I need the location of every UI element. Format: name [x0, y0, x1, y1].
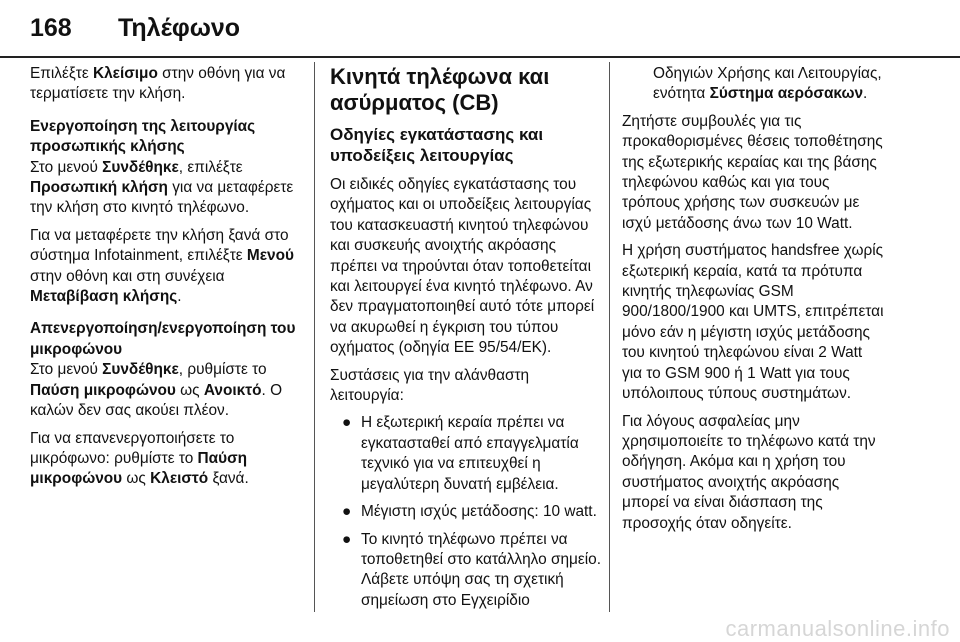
installation-paragraph: Οι ειδικές οδηγίες εγκατάστασης του οχήματος και οι υποδείξεις λειτουργίας του κατασκευαστή κινητού τηλεφώνου και συσκευής ανοιχτής ακρόασης πρέπει να τηρούνται όταν τοποθετείται και λειτουργεί ένα κινητό τηλέφωνο. Αν δεν πραγματοποιηθεί αυτό τότε μπορεί να ακυρωθεί η έγκριση του τύπου οχήματος (οδηγία ΕΕ 95/54/EK). — [330, 176, 595, 357]
private-call-paragraph: Στο μενού Συνδέθηκε, επιλέξτε Προσωπική κλήση για να μεταφέρετε την κλήση στο κινητό τηλέφωνο. — [30, 158, 294, 217]
safety-paragraph: Για λόγους ασφαλείας μην χρησιμοποιείτε το τηλέφωνο κατά την οδήγηση. Ακόμα και η χρήση του συστήματος ανοιχτής ακρόασης μπορεί να είναι διάσπαση της προσοχής όταν οδηγείτε. — [622, 412, 876, 532]
page-header — [0, 0, 960, 58]
list-item: ● Το κινητό τηλέφωνο πρέπει να τοποθετηθεί στο κατάλληλο σημείο. Λάβετε υπόψη σας τη σχετική σημείωση στο Εγχειρίδιο — [342, 530, 601, 609]
column-left — [30, 64, 302, 497]
column-divider — [609, 62, 610, 612]
unmute-microphone-paragraph: Για να επανενεργοποιήσετε το μικρόφωνο: ρυθμίστε το Παύση μικροφώνου ως Κλειστό ξανά. — [30, 429, 249, 488]
section-subtitle: Οδηγίες εγκατάστασης και υποδείξεις λειτουργίας — [330, 125, 544, 165]
microphone-heading: Απενεργοποίηση/ενεργοποίηση του μικροφώνου — [30, 320, 296, 358]
header-rule — [0, 56, 960, 58]
handsfree-paragraph: Η χρήση συστήματος handsfree χωρίς εξωτερική κεραία, κατά τα πρότυπα κινητής τηλεφωνίας GSM 900/1800/1900 και UMTS, επιτρέπεται μόνο εάν η μέγιστη ισχύς μετάδοσης του κινητού τηλεφώνου είναι 2 Watt για το GSM 900 ή 1 Watt για τους υπόλοιπους τύπους συστημάτων. — [622, 242, 884, 403]
recommendations-list — [330, 413, 602, 611]
bullet-icon: ● — [342, 530, 352, 548]
recommendations-paragraph: Συστάσεις για την αλάνθαστη λειτουργία: — [330, 366, 530, 405]
list-item-continuation: Οδηγιών Χρήσης και Λειτουργίας, ενότητα Σύστημα αερόσακων. — [653, 65, 882, 103]
page-footer — [0, 612, 960, 642]
mute-microphone-paragraph: Στο μενού Συνδέθηκε, ρυθμίστε το Παύση μικροφώνου ως Ανοικτό. Ο καλών δεν σας ακούει πλέον. — [30, 361, 283, 420]
page-number: 168 — [30, 14, 72, 42]
section-title: Κινητά τηλέφωνα και ασύρματος (CB) — [330, 64, 550, 115]
bullet-icon: ● — [342, 414, 352, 432]
column-divider — [314, 62, 315, 612]
page-title: Τηλέφωνο — [118, 14, 241, 42]
list-item: ● Η εξωτερική κεραία πρέπει να εγκατασταθεί από επαγγελματία τεχνικό για να επιτευχθεί η μεγαλύτερη δυνατή εμβέλεια. — [342, 414, 579, 493]
watermark: carmanualsonline.info — [725, 616, 950, 641]
end-call-paragraph: Επιλέξτε Κλείσιμο στην οθόνη για να τερματίσετε την κλήση. — [30, 65, 286, 103]
column-right — [622, 64, 884, 541]
antenna-advice-paragraph: Ζητήστε συμβουλές για τις προκαθορισμένες θέσεις τοποθέτησης της εξωτερικής κεραίας και της βάσης τηλεφώνου καθώς και για τους τρόπους χρήσης των συσκευών με ισχύ μετάδοσης άνω των 10 Watt. — [622, 112, 883, 232]
transfer-call-paragraph: Για να μεταφέρετε την κλήση ξανά στο σύστημα Infotainment, επιλέξτε Μενού στην οθόνη και στη συνέχεια Μεταβίβαση κλήσης. — [30, 226, 294, 306]
bullet-icon: ● — [342, 503, 352, 521]
list-item: ● Μέγιστη ισχύς μετάδοσης: 10 watt. — [330, 502, 602, 522]
private-call-heading: Ενεργοποίηση της λειτουργίας προσωπικής κλήσης — [30, 117, 256, 156]
column-middle — [330, 64, 602, 618]
